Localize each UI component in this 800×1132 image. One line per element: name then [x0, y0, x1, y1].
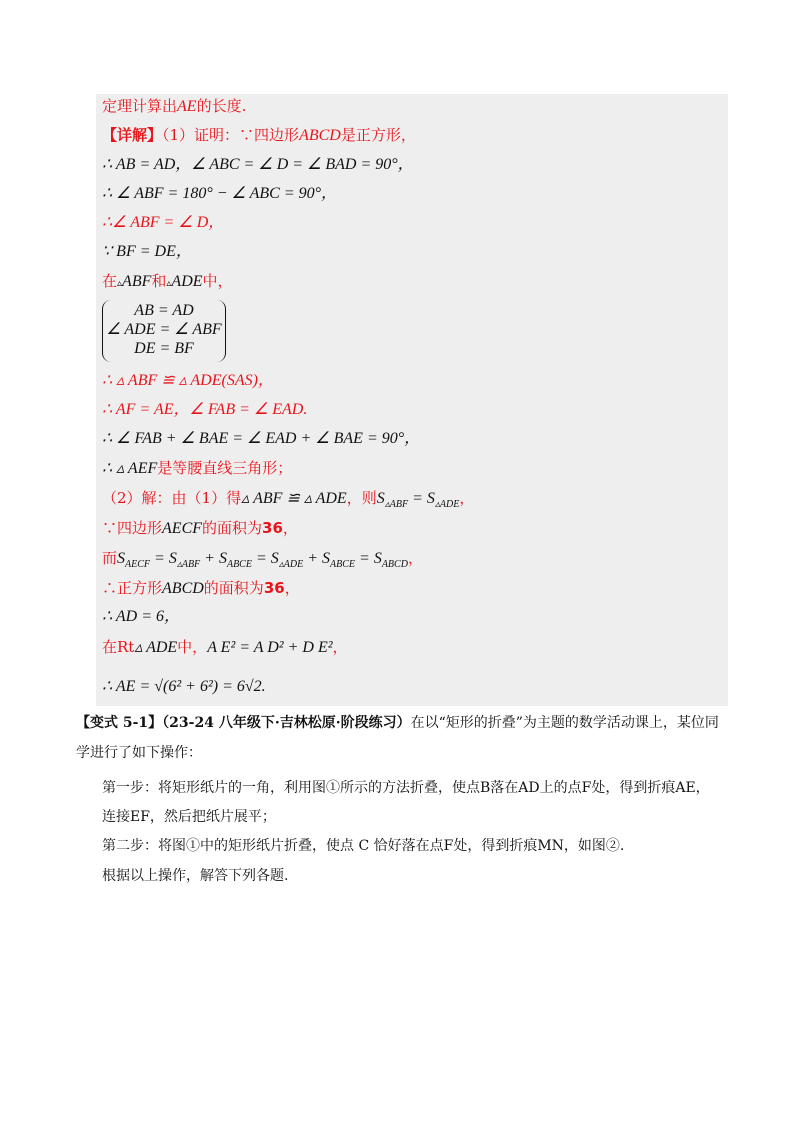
equation-system	[102, 300, 226, 364]
solution-line-4: ∴∠ ABF = ∠ D，	[102, 214, 225, 231]
solution-line-10: ∴ ▵ AEF是等腰直线三角形；	[102, 459, 293, 477]
solution-line-1: 【详解】（1）证明：∵四边形ABCD是正方形，	[102, 126, 416, 144]
solution-line-17: ∴ AE = √(6² + 6²) = 6√2.	[102, 678, 266, 695]
problem-header: 【变式 5-1】（23-24 八年级下·吉林松原·阶段练习）在以“矩形的折叠”为主题的数学活动课上，某位同	[76, 715, 719, 731]
system-row: DE = BF	[134, 340, 194, 357]
solution-line-2: ∴ AB = AD，∠ ABC = ∠ D = ∠ BAD = 90°，	[102, 156, 414, 173]
solution-line-5: ∵ BF = DE，	[102, 243, 192, 260]
solution-line-16: 在Rt▵ ADE中，A E² = A D² + D E²，	[102, 638, 348, 656]
solution-line-9: ∴ ∠ FAB + ∠ BAE = ∠ EAD + ∠ BAE = 90°，	[102, 430, 421, 447]
solution-line-0: 定理计算出AE的长度.	[102, 97, 247, 115]
problem-step-1: 第一步：将矩形纸片的一角，利用图①所示的方法折叠，使点B落在AD上的点F处，得到折痕AE，	[102, 780, 710, 796]
problem-text-line: 学进行了如下操作：	[76, 745, 202, 761]
solution-line-12: ∵四边形AECF的面积为36，	[102, 519, 298, 537]
solution-line-11: （2）解：由（1）得▵ ABF ≌ ▵ ADE，则$S_{▵ABF} = S_{▵ADE}$，	[102, 489, 475, 510]
solution-line-7: ∴ ▵ ABF ≌ ▵ ADE(SAS)，	[102, 372, 274, 389]
problem-step-1-cont: 连接EF，然后把纸片展平；	[102, 809, 276, 825]
solution-line-14: ∴正方形ABCD的面积为36，	[102, 579, 300, 597]
system-row: AB = AD	[134, 302, 194, 319]
solution-line-3: ∴ ∠ ABF = 180° − ∠ ABC = 90°，	[102, 185, 338, 202]
solution-line-13: 而$S_{AECF} = S_{▵ABF} + S_{ABCE} = S_{▵ADE} + S_{ABCE} = S_{ABCD}$，	[102, 549, 423, 570]
system-row: ∠ ADE = ∠ ABF	[106, 321, 222, 338]
solution-line-15: ∴ AD = 6，	[102, 608, 181, 625]
problem-step-2: 第二步：将图①中的矩形纸片折叠，使点 C 恰好落在点F处，得到折痕MN，如图②.	[102, 838, 625, 854]
problem-step-3: 根据以上操作，解答下列各题.	[102, 868, 289, 884]
solution-line-8: ∴ AF = AE，∠ FAB = ∠ EAD.	[102, 401, 308, 418]
solution-line-6: 在▵ABF和▵ADE中，	[102, 272, 233, 290]
